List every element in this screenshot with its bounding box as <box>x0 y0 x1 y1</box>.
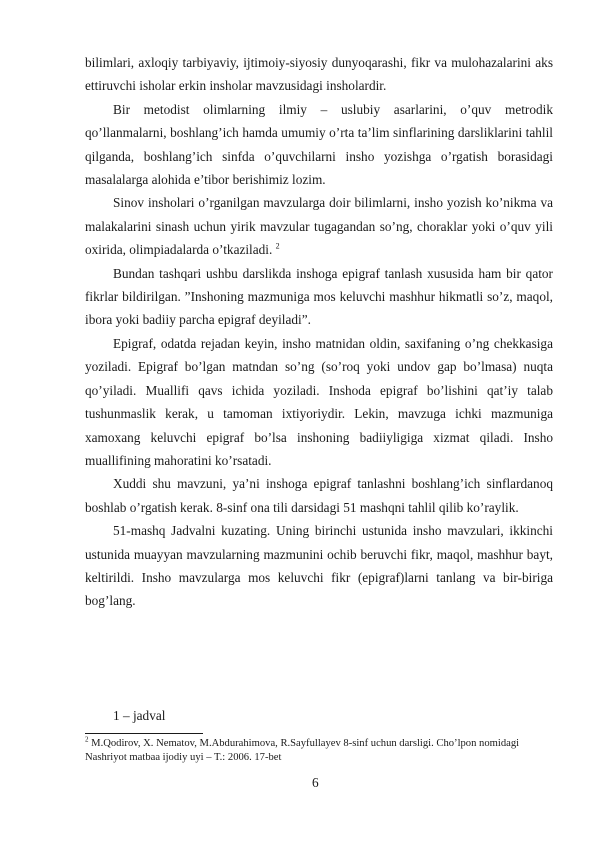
table-caption: 1 – jadval <box>113 708 166 723</box>
paragraph-6: Xuddi shu mavzuni, ya’ni inshoga epigraf tanlashni boshlang’ich sinflardanoq boshlab o’rgatish kerak. 8-sinf ona tili darsidagi 51 mashqni tahlil qilib ko’raylik. <box>85 476 553 515</box>
paragraph-5: Epigraf, odatda rejadan keyin, insho matnidan oldin, saxifaning o’ng chekkasiga yoziladi. Epigraf bo’lgan matndan so’ng (so’roq yoki undov gap bo’lmasa) nuqta qo’yiladi. Muallifi qavs ichida yoziladi. Inshoda epigraf bo’lishini qat’iy talab tushunmaslik kerak, u tamoman ixtiyoriydir. Lekin, mavzuga ichki mazmuniga xamoxang keluvchi epigraf bo’lsa inshoning badiiyligiga xizmat qiladi. Insho muallifining mahoratini ko’rsatadi. <box>85 335 553 468</box>
footnote-reference[interactable]: 2 <box>275 241 280 251</box>
paragraph-4: Bundan tashqari ushbu darslikda inshoga epigraf tanlash xususida ham bir qator fikrlar bildirilgan. ”Inshoning mazmuniga mos keluvchi mashhur hikmatli so’z, maqol, ibora yoki badiiy parcha epigraf deyiladi”. <box>85 265 553 328</box>
page-body <box>85 51 553 613</box>
footnote-mark: 2 <box>85 735 89 744</box>
footnote <box>85 737 555 765</box>
footnote-text: M.Qodirov, X. Nematov, M.Abdurahimova, R.Sayfullayev 8-sinf uchun darsligi. Cho’lpon nomidagi Nashriyot matbaa ijodiy uyi – T.: 2006. 17-bet <box>85 738 520 763</box>
page-number: 6 <box>312 775 319 790</box>
paragraph-2: Bir metodist olimlarning ilmiy – uslubiy asarlarini, o’quv metrodik qo’llanmalarni, boshlang’ich hamda umumiy o’rta ta’lim sinflarining darsliklarini tahlil qilganda, boshlang’ich sinfda o’quvchilarni insho yozishga o’rgatish borasidagi masalalarga alohida e’tibor berishimiz lozim. <box>85 101 553 188</box>
footnote-divider <box>85 733 203 734</box>
paragraph-3-text: Sinov insholari o’rganilgan mavzularga doir bilimlarni, insho yozish ko’nikma va malakalarini sinash uchun yirik mavzular tugagandan so’ng, choraklar yoki o’quv yili oxirida, olimpiadalarda o’tkaziladi. <box>85 195 553 258</box>
paragraph-7: 51-mashq Jadvalni kuzating. Uning birinchi ustunida insho mavzulari, ikkinchi ustunida muayyan mavzularning mazmunini ochib beruvchi fikr, maqol, mashhur bayt, keltirildi. Insho mavzularga mos keluvchi fikr (epigraf)larni tanlang va bir-biriga bog’lang. <box>85 523 553 609</box>
paragraph-3 <box>85 191 553 261</box>
paragraph-1: bilimlari, axloqiy tarbiyaviy, ijtimoiy-siyosiy dunyoqarashi, fikr va mulohazalarini aks ettiruvchi isholar erkin insholar mavzusidagi insholardir. <box>85 55 553 94</box>
